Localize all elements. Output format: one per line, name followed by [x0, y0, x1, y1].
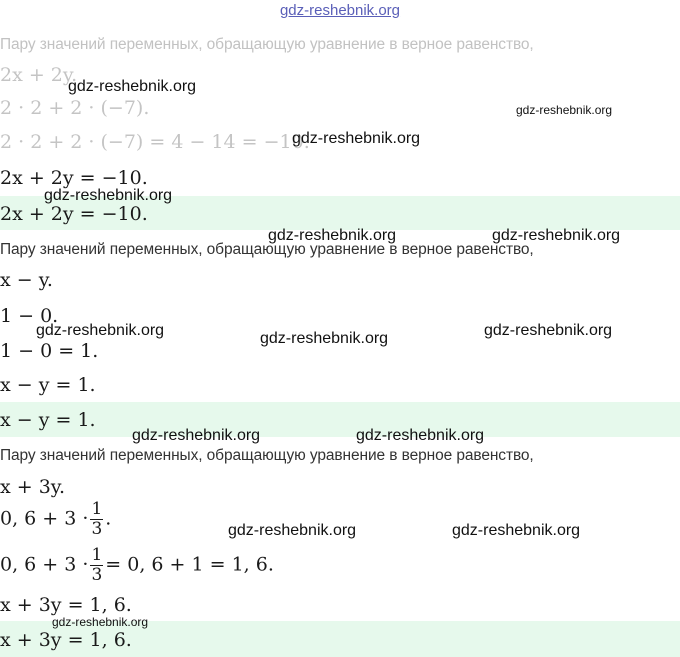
math-line: x − y.	[0, 269, 53, 291]
watermark: gdz-reshebnik.org	[516, 103, 613, 117]
math-line: 2 · 2 + 2 · (−7) = 4 − 14 = −10.	[0, 131, 310, 153]
math-line: 1 − 0 = 1.	[0, 340, 99, 362]
answer-highlight	[0, 402, 680, 437]
fraction-numerator: 1	[91, 545, 103, 565]
math-text: 0, 6 + 3 ·	[0, 553, 89, 576]
answer-line: x − y = 1.	[0, 409, 96, 431]
fraction-numerator: 1	[91, 499, 103, 519]
math-line: x + 3y = 1, 6.	[0, 594, 132, 616]
watermark: gdz-reshebnik.org	[228, 522, 357, 539]
answer-line: x + 3y = 1, 6.	[0, 629, 132, 651]
watermark: gdz-reshebnik.org	[292, 130, 421, 147]
math-line: 2x + 2y = −10.	[0, 167, 148, 189]
watermark: gdz-reshebnik.org	[36, 322, 165, 339]
math-line-with-fraction	[0, 546, 274, 585]
site-header-link[interactable]: gdz-reshebnik.org	[279, 2, 401, 19]
math-line: 2 · 2 + 2 · (−7).	[0, 97, 150, 119]
watermark: gdz-reshebnik.org	[268, 227, 397, 244]
watermark: gdz-reshebnik.org	[260, 330, 389, 347]
math-line: 2x + 2y.	[0, 64, 78, 86]
fraction-denominator: 3	[91, 565, 103, 585]
fraction-denominator: 3	[91, 519, 103, 539]
watermark: gdz-reshebnik.org	[132, 427, 261, 444]
intro-text: Пару значений переменных, обращающую уравнение в верное равенство,	[0, 36, 534, 53]
math-line: x − y = 1.	[0, 374, 96, 396]
fraction	[90, 546, 103, 585]
math-line-with-fraction	[0, 500, 111, 539]
watermark: gdz-reshebnik.org	[452, 522, 581, 539]
math-text: .	[105, 507, 112, 530]
intro-text: Пару значений переменных, обращающую уравнение в верное равенство,	[0, 447, 534, 464]
math-text: 0, 6 + 3 ·	[0, 507, 89, 530]
math-text: = 0, 6 + 1 = 1, 6.	[105, 553, 274, 576]
math-line: 1 − 0.	[0, 305, 59, 327]
intro-text: Пару значений переменных, обращающую уравнение в верное равенство,	[0, 241, 534, 258]
math-line: x + 3y.	[0, 476, 66, 498]
watermark: gdz-reshebnik.org	[52, 615, 149, 629]
watermark: gdz-reshebnik.org	[68, 78, 197, 95]
watermark: gdz-reshebnik.org	[492, 227, 621, 244]
watermark: gdz-reshebnik.org	[484, 322, 613, 339]
answer-line: 2x + 2y = −10.	[0, 203, 148, 225]
watermark: gdz-reshebnik.org	[44, 187, 173, 204]
fraction	[90, 500, 103, 539]
watermark: gdz-reshebnik.org	[356, 427, 485, 444]
